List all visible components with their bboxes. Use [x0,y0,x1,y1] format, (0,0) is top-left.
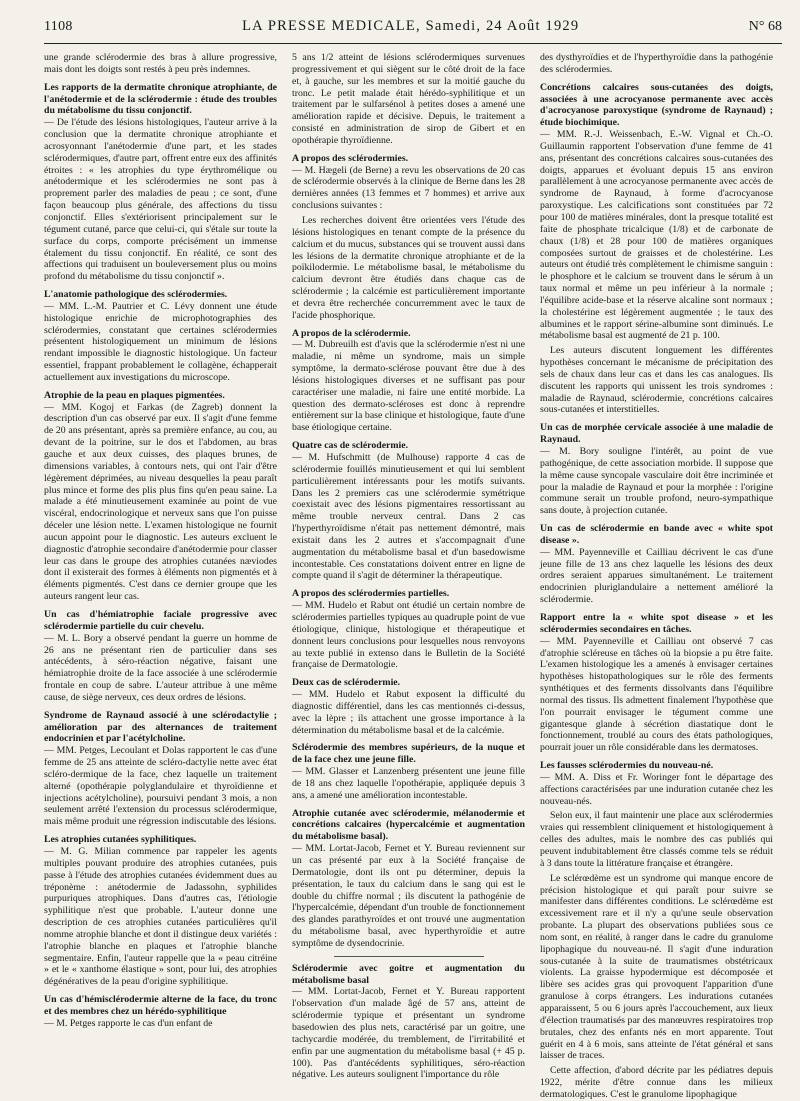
paragraph: — MM. R.-J. Weissenbach, E.-W. Vignal et Ch.-O. Guillaumin rapportent l'observation d'une femme de 41 ans, présentant des concrétions calcaires sous-cutanées des doigts, apparues et évoluant depuis 15 ans environ parallèlement à une acrocyanose permanente avec accès de syndrome de Raynaud, à forme d'acrocyanose paroxystique. Les calcifications sont constituées par 72 pour 100 de matières minérales, dont la presque totalité est faite de phosphate tricalcique (1/8) et de carbonate de chaux (1/8) et 28 pour 100 de matières organiques composées surtout de graisses et de cholestérine. Les auteurs ont étudié très complètement le chimisme sanguin : le phosphore et le calcium se trouvent dans le sérum à un taux normal et même un peu inférieur à la normale ; l'équilibre acide-base et la réserve alcaline sont normaux ; la cholestérine est légèrement augmentée ; le taux des albumines et le rapport sérine-albumine sont diminués. Le métabolisme basal est augmenté de 21 p. 100. [540,129,773,342]
publication-title: LA PRESSE MEDICALE, Samedi, 24 Août 1929 [242,18,580,34]
section-heading: Quatre cas de sclérodermie. [292,440,409,452]
section-heading: Sclérodermie des membres supérieurs, de la nuque et de la face chez une jeune fille. [292,742,525,766]
paragraph: — M. Dubreuilh est d'avis que la sclérodermie n'est ni une maladie, ni même un syndrome, mais un simple symptôme, la dermato-sclérose pouvant être due à des lésions histologiques diverses et ne suffisant pas pour caractériser une maladie, ni faire une entité morbide. La question des dermato-scléroses est donc à reprendre entièrement sur la base clinique et histologique, faute d'une base étiologique certaine. [292,339,525,434]
section-heading: Un cas de sclérodermie en bande avec « white spot disease ». [540,523,773,546]
section-heading: Syndrome de Raynaud associé à une sclérodactylie ; amélioration par des alternances de traitement endocrinien et par l'acétylcholine. [44,709,277,745]
page-number: 1108 [44,19,73,34]
paragraph: une grande sclérodermie des bras à allure progressive, mais dont les doigts sont restés à peu près indemnes. [44,52,277,75]
section-heading: Atrophie de la peau en plaques pigmentées. [44,389,225,401]
paragraph: — MM. Petges, Lecoulant et Dolas rapportent le cas d'une femme de 25 ans atteinte de scléro-dactylie nette avec état scléro-dermique de la face, chez laquelle un traitement alterné (opothérapie polyglandulaire et thyroïdienne et injections acétylcholine), poursuivi pendant 3 mois, a non seulement arrêté l'extension du processus sclérodermique, mais même produit une régression indiscutable des lésions. [44,745,277,828]
section-heading: A propos des sclérodermies partielles. [292,588,450,600]
section-heading: Un cas de morphée cervicale associée à une maladie de Raynaud. [540,422,773,446]
section-heading: Atrophie cutanée avec sclérodermie, mélanodermie et concrétions calcaires (hypercalcémie et augmentation du métabolisme basal). [292,807,525,843]
paragraph: Les recherches doivent être orientées vers l'étude des lésions histologiques en tenant compte de la présence du calcium et du mucus, substances qui se trouvent aussi dans les lésions de la dermatite chronique atrophiante et de la poïkilodermie. Le métabolisme basal, le métabolisme du calcium devront être étudiés dans chaque cas de sclérodermie ; la calcémie est particulièrement importante et devra être recherchée concurremment avec le taux de l'acide phosphorique. [292,214,525,321]
paragraph: des dysthyroïdies et de l'hyperthyroïdie dans la pathogénie des sclérodermies. [540,52,773,75]
section-heading: Concrétions calcaires sous-cutanées des doigts, associées à une acrocyanose permanente avec accès d'acrocyanose paroxystique (syndrome de Raynaud) ; étude biochimique. [540,81,773,129]
paragraph: — MM. Hudelo et Rabut exposent la difficulté du diagnostic différentiel, dans les cas mentionnés ci-dessus, avec la lèpre ; ils attachent une grosse importance à la détermination du métabolisme basal et de la calcémie. [292,689,525,736]
section-heading: Rapport entre la « white spot disease » et les sclérodermies secondaires en tâches. [540,611,773,635]
paragraph: — MM. Glasser et Lanzenberg présentent une jeune fille de 18 ans chez laquelle l'opothérapie, appliquée depuis 3 ans, a amené une amélioration incontestable. [292,766,525,801]
paragraph: — MM. Payenneville et Cailliau décrivent le cas d'une jeune fille de 13 ans chez laquelle les lésions des deux ordres seraient apparues simultanément. Le traitement endocrinien pluriglandulaire a nettement amélioré la sclérodermie. [540,546,773,606]
paragraph: — MM. L.-M. Pautrier et C. Lévy donnent une étude histologique enrichie de microphotographies des sclérodermies, constatant que certaines sclérodermies présentent histologiquement un minimum de lésions rendant impossible le diagnostic histologique. Un facteur essentiel, frappant probablement le collagène, échapperait actuellement aux investigations du microscope. [44,300,277,383]
paragraph: — M. Hufschmitt (de Mulhouse) rapporte 4 cas de sclérodermie fouillés minutieusement et qui lui semblent particulièrement intéressants pour les motifs suivants. Dans les 2 premiers cas une sclérodermie symétrique coexistait avec des lésions pigmentaires ressortissant au même trouble nerveux central. Dans 2 cas l'hyperthyroïdisme n'était pas nettement démontré, mais existait dans les 2 autres et s'accompagnait d'une augmentation du métabolisme basal et d'un basedowisme incontestable. Ces constatations doivent entrer en ligne de compte quand il s'agit de déterminer la thérapeutique. [292,452,525,582]
column-middle [292,52,525,1082]
paragraph: — MM. Hudelo et Rabut ont étudié un certain nombre de sclérodermies partielles typiques au quadruple point de vue étiologique, clinique, histologique et thérapeutique et donnent leurs conclusions pour lesquelles nous renvoyons au texte publié in extenso dans le Bulletin de la Société française de Dermatologie. [292,600,525,671]
paragraph: 5 ans 1/2 atteint de lésions sclérodermiques survenues progressivement et qui siègent sur le côté droit de la face et, à gauche, sur les membres et sur la moitié gauche du tronc. Le petit malade était hérédo-syphilitique et un traitement par le sulfarsénol à petites doses a amené une amélioration rapide et décisive. Depuis, le traitement a consisté en administration de sirop de Gibert et en opothérapie thyroïdienne. [292,52,525,146]
paragraph: — MM. Kogoj et Farkas (de Zagreb) donnent la description d'un cas observé par eux. Il s'agit d'une femme de 20 ans présentant, après sa première enfance, au cou, au devant de la poitrine, sur le dos et l'abdomen, au bras gauche et aux deux cuisses, des plaques brunes, de dimensions variables, à contours nets, qui ont l'air d'être légèrement déprimées, au niveau desquelles la peau paraît plus mince et forme des plis plus fins qu'en peau saine. La malade a été minutieusement examinée au point de vue viscéral, endocrinologique et nerveux sans que l'on puisse déceler une lésion nette. L'examen histologique ne fournit aucun appoint pour le diagnostic. Les auteurs excluent le diagnostic d'atrophie secondaire d'anétodermie pour classer leur cas dans le groupe des atrophies cutanées næviodes dont il existerait des formes à éléments non pigmentés et à éléments pigmentés. C'est dans ce dernier groupe que les auteurs rangent leur cas. [44,401,277,603]
section-heading: Un cas d'hémisclérodermie alterne de la face, du tronc et des membres chez un hérédo-syphilitique [44,994,277,1017]
section-heading: Sclérodermie avec goitre et augmentation du métabolisme basal [292,962,525,986]
paragraph: — M. Bory souligne l'intérêt, au point de vue pathogénique, de cette association morbide. Il suppose que la même cause syncopale vasculaire doit être incriminée et pour la maladie de Raynaud et pour la morphée : l'origine commune serait un trouble profond, neuro-sympathique sans doute, à projection cutanée. [540,446,773,517]
paragraph: — M. Petges rapporte le cas d'un enfant de [44,1017,213,1029]
section-heading: A propos des sclérodermies. [292,152,409,164]
paragraph: — M. L. Bory a observé pendant la guerre un homme de 26 ans ne présentant rien de particulier dans ses antécédents, à séro-réaction négative, faisant une hémiatrophie droite de la face associée à une sclérodermie frontale en coup de sabre. L'auteur attribue à une même cause, de siège nerveux, ces deux ordres de lésions. [44,632,277,703]
paragraph: — M. G. Milian commence par rappeler les agents multiples pouvant produire des atrophies cutanées, puis passe à l'étude des atrophies cutanées évidemment dues au tréponème : anétodermie de Jadassohn, syphilides purpuriques atrophiques. Dans d'autres cas, l'étiologie syphilitique n'est que probable. L'auteur donne une description de ces atrophies cutanées particulières qu'il nomme atrophie blanche et dont il distingue deux variétés : l'atrophie blanche en plaques et l'atrophie blanche segmentaire. Enfin, l'auteur rappelle que la « peau citréine » et le « xanthome élastique » sont, pour lui, des atrophies dégénératives de la peau d'origine syphilitique. [44,846,277,988]
section-heading: Les fausses sclérodermies du nouveau-né. [540,760,714,772]
paragraph: Le sclérœdème est un syndrome qui manque encore de précision histologique et qui paraît pour suivre se manifester dans différentes conditions. Le sclérœdème est excessivement rare et il n'y a qu'une seule observation probante. La plupart des observations publiées sous ce nom sont, en réalité, à ranger dans le cadre du granulome lipophagique du nouveau-né. Il s'agit d'une induration sous-cutanée à la suite de traumatismes obstétricaux violents. La graisse hypodermique est décomposée et libère ses acides gras qui provoquent l'apparition d'une granulose à corps étrangers. Les indurations cutanées apparaissent, 5 ou 6 jours après l'accouchement, aux lieux d'élection traumatisés par des manœuvres respiratoires trop brutales, chez des enfants nés en mort apparente. Tout guérit en 4 à 6 mois, sans atteinte de l'état général et sans laisser de traces. [540,872,773,1062]
section-heading: A propos de la sclérodermie. [292,327,411,339]
divider [334,956,484,957]
page-header [44,18,782,44]
paragraph: — M. Hægeli (de Berne) a revu les observations de 20 cas de sclérodermie observés à la clinique de Berne dans les 28 dernières années (13 femmes et 7 hommes) et arrive aux conclusions suivantes : [292,164,525,212]
section-heading: Les rapports de la dermatite chronique atrophiante, de l'anétodermie et de la sclérodermie : étude des troubles du métabolisme du tissu conjonctif. [44,81,277,117]
paragraph: Cette affection, d'abord décrite par les pédiatres depuis 1922, mérite d'être connue dans les milieux dermatologiques. C'est le granulome lipophagique [540,1065,773,1100]
section-heading: Deux cas de sclérodermie. [292,677,401,689]
paragraph: Les auteurs discutent longuement les différentes hypothèses concernant le mécanisme de précipitation des sels de chaux dans leur cas et dans les cas analogues. Ils discutent les rapports qui unissent les trois syndromes : maladie de Raynaud, sclérodermie, concrétions calcaires sous-cutanées et interstitielles. [540,345,773,416]
text-columns [44,52,782,1100]
paragraph: — MM. Lortat-Jacob, Fernet et Y. Bureau reviennent sur un cas présenté par eux à la Société française de Dermatologie, dont ils ont pu déterminer, depuis la présentation, le taux du calcium dans le sang qui est le double du chiffre normal ; ils discutent la pathogénie de l'hypercalcémie, dépendant d'un trouble de fonctionnement des glandes parathyroïdes et ont trouvé une augmentation du métabolisme basal, avec hyperthyroïdie et autre symptôme de dysendocrinie. [292,843,525,949]
paragraph: — MM. Payenneville et Cailliau ont observé 7 cas d'atrophie scléreuse en tâches où la biopsie a pu être faite. L'examen histologique les a amenés à envisager certaines hypothèses histopathologiques sur le rôle des ferments synthétiques et des ferments dissolvants dans l'équilibre normal des tissus. Ils admettent finalement l'hypothèse que l'on pourrait envisager le tégument comme une gigantesque glande à sécrétion diastatique dont le fonctionnement, troublé au cours des états pathologiques, pourrait jouer un rôle considérable dans les dermatoses. [540,635,773,754]
section-heading: L'anatomie pathologique des sclérodermies. [44,289,228,301]
section-heading: Un cas d'hémiatrophie faciale progressive avec sclérodermie partielle du cuir chevelu. [44,608,277,632]
paragraph: — MM. Lortat-Jacob, Fernet et Y. Bureau rapportent l'observation d'un malade âgé de 57 ans, atteint de sclérodermie typique et présentant un syndrome basedowien des plus nets, caractérisé par un goitre, une tachycardie modérée, du tremblement, de l'irritabilité et enfin par une augmentation du métabolisme basal (+ 45 p. 100). Pas d'antécédents syphilitiques, séro-réaction négative. Les auteurs soulignent l'importance du rôle [292,986,525,1081]
section-heading: Les atrophies cutanées syphilitiques. [44,834,197,846]
paragraph: — De l'étude des lésions histologiques, l'auteur arrive à la conclusion que la dermatite chronique atrophiante et acrosyonnant l'anétodermie d'une part, et les stades sclérodermiques, d'autre part, offrent entre eux des affinités étroites : « les atrophies du type érythromélique ou anétodermique et les sclérodermies ne sont pas à proprement parler des maladies de peau ; ce sont, d'une façon beaucoup plus générale, des affections du tissu conjonctif. Elles s'extériorisent principalement sur le tégument cutané, parce que celui-ci, qui s'étale sur toute la surface du corps, comporte précisément un immense étalement du tissu conjonctif. En réalité, ce sont des affections qui traduisent un bouleversement plus ou moins profond du métabolisme du tissu conjonctif ». [44,117,277,283]
column-right [540,52,773,1100]
column-left [44,52,277,1082]
paragraph: — MM. A. Diss et Fr. Woringer font le départage des affections caractérisées par une induration cutanée chez les nouveau-nés. [540,771,773,807]
issue-number: N° 68 [748,19,782,34]
paragraph: Selon eux, il faut maintenir une place aux sclérodermies vraies qui ressemblent cliniquement et histologiquement à celles des adultes, mais le nombre des cas publiés qui peuvent indubitablement être classés comme tels se réduit à 3 dans toute la littérature française et étrangère. [540,810,773,869]
